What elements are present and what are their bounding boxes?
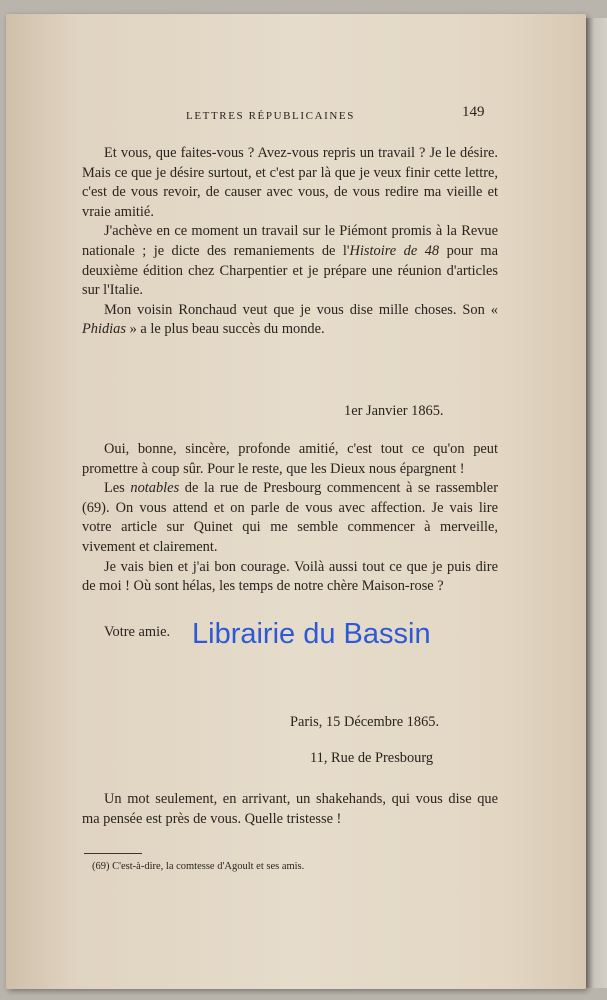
running-title: LETTRES RÉPUBLICAINES xyxy=(186,110,355,122)
letter-3-date: Paris, 15 Décembre 1865. xyxy=(290,714,440,730)
letter-2-date: 1er Janvier 1865. xyxy=(344,403,444,419)
page-number: 149 xyxy=(462,104,485,120)
footnote-rule xyxy=(84,853,142,854)
footnote: (69) C'est-à-dire, la comtesse d'Agoult et ses amis. xyxy=(92,861,305,872)
paragraph: Mon voisin Ronchaud veut que je vous dise mille choses. Son « Phidias » a le plus beau succès du monde. xyxy=(82,301,498,338)
page-edge xyxy=(586,18,607,988)
paragraph: Un mot seulement, en arrivant, un shakehands, qui vous dise que ma pensée est près de vous. Quelle tristesse ! xyxy=(82,791,498,827)
watermark: Librairie du Bassin xyxy=(192,618,431,650)
letter-1 xyxy=(82,144,498,340)
letter-3-address: 11, Rue de Presbourg xyxy=(310,750,434,766)
paragraph: Oui, bonne, sincère, profonde amitié, c'est tout ce qu'on peut promettre à coup sûr. Pour le reste, que les Dieux nous épargnent ! xyxy=(82,441,498,477)
paragraph: J'achève en ce moment un travail sur le Piémont promis à la Revue nationale ; je dicte des remaniements de l'Histoire de 48 pour ma deuxième édition chez Charpentier et je prépare une réunion d'articles sur l'Italie. xyxy=(82,223,499,299)
closing: Votre amie. xyxy=(104,624,171,640)
paragraph: Et vous, que faites-vous ? Avez-vous repris un travail ? Je le désire. Mais ce que je désire surtout, et c'est par là que je veux finir cette lettre, c'est de vous revoir, de causer avec vous, de vous redire ma vieille et vraie amitié. xyxy=(82,145,498,220)
letter-2 xyxy=(82,440,498,597)
paragraph: Je vais bien et j'ai bon courage. Voilà aussi tout ce que je puis dire de moi ! Où sont hélas, les temps de notre chère Maison-rose ? xyxy=(82,558,498,595)
paragraph: Les notables de la rue de Presbourg commencent à se rassembler (69). On vous attend et on parle de vous avec affection. Je vais lire votre article sur Quinet qui me semble commencer à merveille, vivement et clairement. xyxy=(82,480,498,555)
letter-3 xyxy=(82,790,498,829)
